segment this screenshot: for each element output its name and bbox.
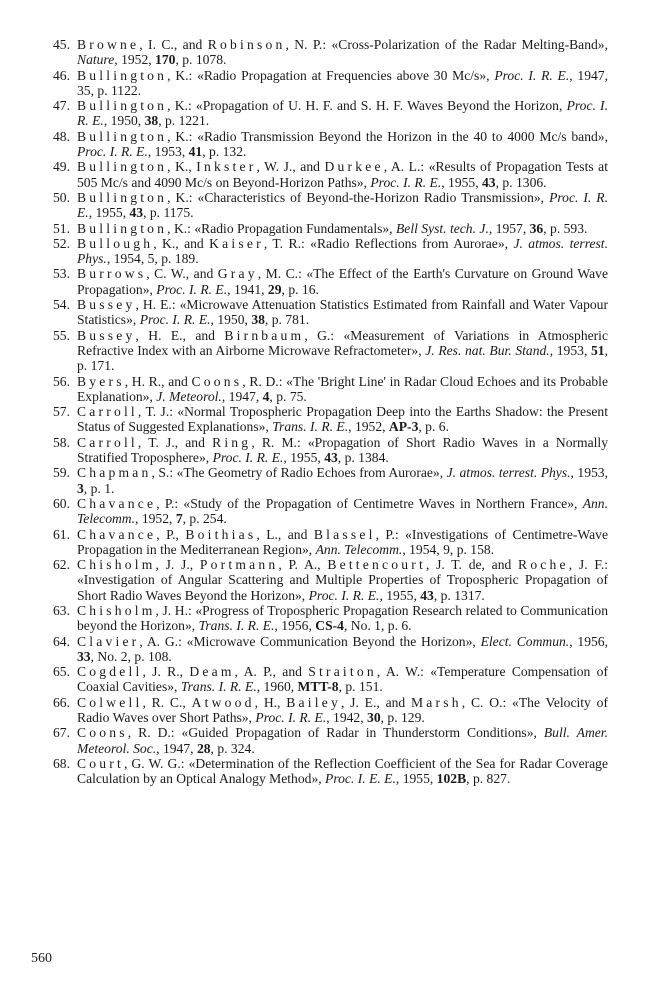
author-name: Bussey	[77, 297, 136, 313]
reference-text	[77, 266, 608, 296]
reference-segment: , p. 827.	[466, 771, 511, 787]
author-name: Cogdell	[77, 664, 143, 680]
reference-segment: , No. 2, p. 108.	[90, 648, 172, 664]
reference-entry	[30, 37, 608, 68]
reference-entry	[30, 190, 608, 221]
reference-text	[77, 129, 608, 159]
reference-entry	[30, 527, 608, 558]
reference-entry	[30, 221, 608, 236]
author-name: Bailey	[286, 694, 341, 710]
reference-text	[77, 664, 608, 694]
reference-number: 64.	[53, 633, 70, 649]
reference-segment: , 1956,	[569, 633, 608, 649]
reference-entry	[30, 266, 608, 297]
author-name: Bullington	[77, 98, 168, 114]
reference-entry	[30, 634, 608, 665]
reference-entry	[30, 435, 608, 466]
reference-text	[77, 190, 608, 220]
reference-segment: , R. D.: «The 'Bright Line' in Radar Cloud Echoes and its Probable Explanation»,	[77, 373, 608, 404]
reference-entry	[30, 725, 608, 756]
reference-segment: , C. W., and	[146, 266, 218, 282]
reference-list	[30, 37, 608, 787]
author-name: Bullington	[77, 189, 168, 205]
volume-number: 33	[77, 648, 91, 664]
reference-segment: , L., and	[256, 526, 314, 542]
reference-segment: , M. C.: «The Effect of the Earth's Curvature on Ground Wave Propagation»,	[77, 266, 609, 297]
reference-number: 49.	[53, 159, 70, 175]
reference-entry	[30, 404, 608, 435]
journal-title: Ann. Telecomm.	[77, 495, 608, 527]
reference-segment: , K.: «Radio Transmission Beyond the Horizon in the 40 to 4000 Mc/s band»,	[167, 128, 608, 144]
reference-segment: , H. E., and	[135, 327, 225, 343]
reference-number: 48.	[53, 128, 70, 144]
reference-entry	[30, 129, 608, 160]
reference-segment: , p. 1221.	[158, 113, 210, 129]
reference-number: 67.	[53, 725, 70, 741]
reference-segment: , 1950,	[210, 312, 252, 328]
volume-number: 29	[267, 281, 282, 297]
reference-text	[77, 374, 608, 404]
reference-entry	[30, 297, 608, 328]
reference-segment: , P.: «Investigations of Centimetre-Wave Propagation in the Mediterranean Region»,	[77, 526, 609, 557]
reference-segment: , J. R.,	[142, 664, 190, 680]
reference-segment: , J. F.: «Investigation of Angular Scattering and Multiple Properties of Tropospheric Propagation of Short Radio Waves Beyond the Horizon»,	[77, 557, 608, 603]
volume-number: 38	[144, 113, 159, 129]
reference-segment: , 1947,	[221, 388, 263, 404]
reference-segment: , 1952,	[135, 511, 176, 527]
reference-segment: , p. 1175.	[143, 205, 194, 221]
reference-text	[77, 725, 608, 755]
reference-segment: , 1941,	[227, 281, 268, 297]
author-name: Gray	[217, 266, 258, 282]
author-name: Chisholm	[77, 602, 156, 618]
reference-segment: , K., and	[153, 235, 210, 251]
reference-entry	[30, 374, 608, 405]
reference-segment: , 1953,	[147, 144, 189, 160]
reference-segment: , p. 1306.	[495, 174, 547, 190]
author-name: Bullington	[77, 67, 168, 83]
reference-segment: , 1955,	[395, 771, 437, 787]
journal-title: Proc. I. R. E.	[139, 312, 211, 328]
author-name: Bullington	[77, 220, 168, 236]
journal-title: Proc. I. R. E.	[370, 174, 442, 190]
reference-segment: , p. 254.	[182, 511, 227, 527]
reference-text	[77, 328, 608, 374]
volume-number: 7	[175, 511, 183, 527]
reference-segment: , K.: «Radio Propagation at Frequencies above 30 Mc/s»,	[167, 67, 495, 83]
volume-number: CS-4	[315, 618, 344, 634]
reference-segment: , p. 6.	[418, 419, 449, 435]
reference-number: 53.	[53, 266, 70, 282]
reference-segment: , I. C., and	[139, 37, 208, 52]
reference-segment: , 1952,	[114, 52, 156, 68]
author-name: Robinson	[207, 37, 286, 52]
author-name: Inkster	[196, 159, 257, 175]
author-name: Portmann	[199, 557, 279, 573]
author-name: Bussey	[77, 327, 136, 343]
reference-segment: , 1955,	[88, 205, 130, 221]
author-name: Deam	[189, 664, 235, 680]
reference-segment: , G. W. G.: «Determination of the Reflection Coefficient of the Sea for Radar Coverage Calculation by an Optical Analogy Method»,	[77, 755, 608, 787]
reference-text	[77, 68, 608, 98]
author-name: Carroll	[77, 404, 138, 420]
author-name: Byers	[77, 373, 125, 389]
reference-segment: , S.: «The Geometry of Radio Echoes from Aurorae»,	[151, 465, 447, 481]
journal-title: Proc. I. R. E.	[77, 98, 608, 129]
reference-segment: , P.: «Study of the Propagation of Centimetre Waves in Northern France»,	[156, 495, 583, 511]
reference-text	[77, 527, 608, 557]
reference-text	[77, 236, 608, 266]
volume-number: 43	[420, 587, 434, 603]
reference-text	[77, 404, 608, 434]
author-name: Coons	[191, 373, 243, 389]
reference-segment: , C. O.: «The Velocity of Radio Waves over Short Paths»,	[77, 694, 608, 726]
reference-number: 61.	[53, 526, 70, 542]
reference-segment: , K.: «Propagation of U. H. F. and S. H. F. Waves Beyond the Horizon,	[167, 98, 567, 114]
journal-title: Bull. Amer. Meteorol. Soc.	[77, 725, 608, 756]
reference-segment: , p. 171.	[77, 342, 608, 374]
reference-segment: , G.: «Measurement of Variations in Atmospheric Refractive Index with an Airborne Microwave Refractometer»,	[77, 327, 608, 358]
volume-number: 43	[324, 450, 338, 466]
reference-number: 56.	[53, 373, 70, 389]
reference-segment: , K.,	[167, 159, 197, 175]
reference-number: 59.	[53, 465, 70, 481]
reference-number: 55.	[53, 327, 70, 343]
volume-number: 3	[77, 480, 84, 496]
reference-segment: , 1952,	[348, 419, 389, 435]
reference-number: 57.	[53, 404, 70, 420]
reference-text	[77, 221, 587, 236]
reference-segment: , W. J., and	[256, 159, 325, 175]
journal-title: J. Meteorol.	[156, 388, 222, 404]
reference-number: 62.	[53, 557, 70, 573]
reference-entry	[30, 603, 608, 634]
author-name: Durkee	[324, 159, 384, 175]
reference-segment: , 1950,	[103, 113, 145, 129]
author-name: Straiton	[308, 664, 377, 680]
journal-title: J. atmos. terrest. Phys.	[77, 235, 608, 267]
reference-segment: , p. 1078.	[175, 52, 227, 68]
reference-entry	[30, 328, 608, 374]
reference-segment: , No. 1, p. 6.	[343, 618, 412, 634]
reference-segment: , p. 16.	[281, 281, 319, 297]
journal-title: J. atmos. terrest. Phys.	[446, 465, 571, 481]
author-name: Bullington	[77, 128, 168, 144]
journal-title: Elect. Commun.	[480, 633, 570, 649]
author-name: Browne	[77, 37, 140, 52]
journal-title: Proc. I. R. E.	[77, 189, 609, 221]
reference-segment: , p. 129.	[380, 710, 425, 726]
reference-segment: , H.,	[254, 694, 287, 710]
reference-text	[77, 695, 608, 725]
journal-title: Proc. I. R. E.	[77, 144, 148, 160]
author-name: Clavier	[77, 633, 140, 649]
reference-segment: , 1954, 5, p. 189.	[106, 251, 199, 267]
volume-number: 38	[251, 312, 265, 328]
reference-text	[77, 603, 608, 633]
journal-title: Bell Syst. tech. J.	[395, 220, 489, 236]
journal-title: Ann. Telecomm.	[315, 541, 403, 557]
journal-title: Trans. I. R. E.	[272, 419, 349, 435]
reference-segment: , 1955,	[283, 450, 325, 466]
reference-segment: , 1956,	[274, 618, 316, 634]
reference-number: 52.	[53, 235, 70, 251]
author-name: Bettencourt	[327, 557, 426, 573]
reference-segment: , A. G.: «Microwave Communication Beyond the Horizon»,	[139, 633, 481, 649]
reference-segment: , p. 1.	[83, 480, 115, 496]
reference-text	[77, 297, 608, 327]
author-name: Bullington	[77, 159, 168, 175]
reference-segment: , T. R.: «Radio Reflections from Aurorae»,	[263, 235, 514, 251]
reference-segment: , P.,	[156, 526, 186, 542]
author-name: Kaiser	[209, 235, 264, 251]
reference-text	[77, 634, 608, 664]
author-name: Chavance	[77, 495, 157, 511]
reference-segment: , p. 593.	[543, 220, 588, 236]
reference-text	[77, 496, 608, 526]
author-name: Colwell	[77, 694, 143, 710]
reference-entry	[30, 557, 608, 603]
reference-number: 65.	[53, 664, 70, 680]
reference-number: 54.	[53, 297, 70, 313]
reference-entry	[30, 236, 608, 267]
author-name: Atwood	[191, 694, 255, 710]
author-name: Burrows	[77, 266, 147, 282]
reference-segment: , A. P., and	[234, 664, 309, 680]
author-name: Boithias	[185, 526, 257, 542]
reference-number: 51.	[53, 220, 70, 236]
reference-number: 60.	[53, 495, 70, 511]
reference-segment: , p. 75.	[269, 388, 307, 404]
reference-text	[77, 756, 608, 786]
reference-text	[77, 98, 608, 128]
reference-segment: , 1947,	[156, 740, 197, 756]
author-name: Chavance	[77, 526, 157, 542]
reference-entry	[30, 664, 608, 695]
volume-number: MTT-8	[297, 679, 339, 695]
reference-segment: , 1947, 35, p. 1122.	[77, 67, 608, 98]
reference-segment: , R. D.: «Guided Propagation of Radar in Thunderstorm Conditions»,	[127, 725, 544, 741]
reference-segment: , J. J.,	[155, 557, 200, 573]
reference-segment: , N. P.: «Cross-Polarization of the Radar Melting-Band»,	[285, 37, 608, 52]
reference-segment: , H. R., and	[124, 373, 192, 389]
reference-segment: , 1942,	[326, 710, 368, 726]
reference-number: 45.	[53, 37, 70, 52]
reference-segment: , T. J., and	[137, 434, 213, 450]
author-name: Coons	[77, 725, 128, 741]
author-name: Birnbaum	[224, 327, 305, 343]
author-name: Ring	[212, 434, 252, 450]
reference-segment: , 1955,	[441, 174, 482, 190]
reference-segment: , J. E., and	[340, 694, 412, 710]
reference-segment: , 1960,	[256, 679, 298, 695]
reference-text	[77, 37, 608, 67]
author-name: Blassel	[313, 526, 376, 542]
journal-title: Proc. I. R. E.	[156, 281, 228, 297]
reference-segment: , A. L.: «Results of Propagation Tests at 505 Mc/s and 4090 Mc/s on Beyond-Horizon Paths»,	[77, 159, 608, 190]
reference-segment: , p. 324.	[210, 740, 255, 756]
reference-segment: , H. E.: «Microwave Attenuation Statistics Estimated from Rainfall and Water Vapour Statistics»,	[77, 297, 608, 328]
author-name: Carroll	[77, 434, 138, 450]
reference-segment: , R. M.: «Propagation of Short Radio Waves in a Normally Stratified Troposphere»,	[77, 434, 608, 466]
author-name: Court	[77, 755, 124, 771]
reference-text	[77, 465, 608, 495]
journal-title: Proc. I. R. E.	[255, 710, 327, 726]
reference-entry	[30, 465, 608, 496]
journal-title: J. Res. nat. Bur. Stand.	[425, 342, 550, 358]
reference-segment: , A. W.: «Temperature Compensation of Coaxial Cavities»,	[77, 664, 608, 695]
reference-segment: , p. 151.	[338, 679, 383, 695]
reference-segment: , p. 1384.	[337, 450, 389, 466]
reference-entry	[30, 496, 608, 527]
volume-number: 51	[591, 342, 605, 358]
reference-segment: , 1955,	[379, 587, 421, 603]
reference-entry	[30, 98, 608, 129]
volume-number: 36	[529, 220, 544, 236]
volume-number: 43	[129, 205, 144, 221]
reference-segment: , J. T. de, and	[425, 557, 519, 573]
reference-entry	[30, 695, 608, 726]
volume-number: 43	[482, 174, 496, 190]
volume-number: 170	[155, 52, 176, 68]
reference-segment: , p. 1317.	[433, 587, 485, 603]
reference-segment: , R. C.,	[142, 694, 192, 710]
reference-text	[77, 557, 608, 603]
reference-number: 66.	[53, 694, 70, 710]
journal-title: Nature	[77, 52, 115, 68]
reference-segment: , T. J.: «Normal Tropospheric Propagation Deep into the Earths Shadow: the Present Status of Suggested Explanations»,	[77, 404, 608, 435]
reference-text	[77, 435, 608, 465]
reference-segment: , K.: «Characteristics of Beyond-the-Horizon Radio Transmission»,	[167, 189, 550, 205]
journal-title: Proc. I. R. E.	[308, 587, 380, 603]
volume-number: 41	[188, 144, 203, 160]
reference-segment: , p. 781.	[264, 312, 310, 328]
author-name: Bullough	[77, 235, 154, 251]
reference-entry	[30, 159, 608, 190]
reference-number: 47.	[53, 98, 70, 114]
reference-segment: , 1957,	[488, 220, 530, 236]
reference-entry	[30, 756, 608, 787]
volume-number: 28	[196, 740, 211, 756]
reference-segment: , P. A.,	[278, 557, 328, 573]
reference-number: 63.	[53, 602, 70, 618]
reference-segment: , 1953,	[570, 465, 609, 481]
reference-number: 68.	[53, 755, 70, 771]
page-number: 560	[31, 951, 52, 966]
volume-number: AP-3	[388, 419, 419, 435]
reference-segment: , 1954, 9, p. 158.	[402, 541, 495, 557]
reference-text	[77, 159, 608, 189]
reference-segment: , 1953,	[549, 342, 591, 358]
author-name: Marsh	[411, 694, 462, 710]
author-name: Chapman	[77, 465, 152, 481]
author-name: Roche	[518, 557, 569, 573]
volume-number: 4	[262, 388, 270, 404]
reference-segment: , K.: «Radio Propagation Fundamentals»,	[167, 220, 396, 236]
journal-title: Proc. I. R. E.	[494, 67, 570, 83]
reference-number: 58.	[53, 434, 70, 450]
author-name: Chisholm	[77, 557, 156, 573]
volume-number: 102B	[436, 771, 467, 787]
volume-number: 30	[367, 710, 381, 726]
journal-title: Proc. I. E. E.	[325, 771, 396, 787]
reference-number: 50.	[53, 189, 70, 205]
journal-title: Trans. I. R. E.	[198, 618, 275, 634]
reference-segment: , p. 132.	[202, 144, 247, 160]
reference-number: 46.	[53, 67, 70, 83]
reference-entry	[30, 68, 608, 99]
journal-title: Trans. I. R. E.	[180, 679, 257, 695]
journal-title: Proc. I. R. E.	[212, 450, 284, 466]
reference-segment: , J. H.: «Progress of Tropospheric Propagation Research related to Communication beyond the Horizon»,	[77, 602, 608, 634]
